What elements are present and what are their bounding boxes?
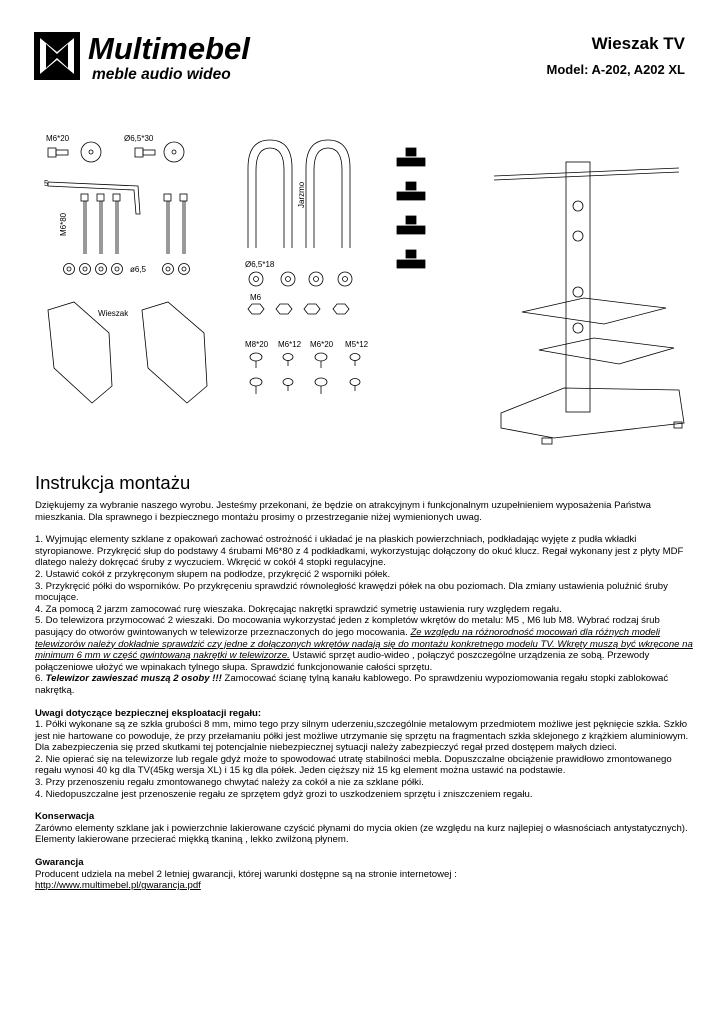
label-key-size: 5 bbox=[44, 179, 49, 188]
safety-item-3: 3. Przy przenoszeniu regału zmontowanego chwytać należy za cokół a nie za szklane półki. bbox=[35, 777, 424, 789]
long-bolt-icon bbox=[81, 194, 187, 254]
warranty-text: Producent udziela na mebel 2 letniej gwarancji, której warunki dostępne są na stronie internetowej : bbox=[35, 868, 457, 880]
washer-icon bbox=[81, 142, 101, 162]
label-washer-65: ø6,5 bbox=[130, 265, 147, 274]
hanger-bracket-icon bbox=[142, 302, 207, 403]
allen-key-icon bbox=[48, 182, 140, 214]
step-1: 1. Wyjmując elementy szklane z opakowań zachować ostrożność i układać je na płaskich powierzchniach, podkładając wyjęte z pudła wkładki styropianowe. Przykręcić słup do podstawy 4 śrubami M6*80 z 4 podkładkami, wykorzystując dołączony do okuć klucz. Regał wykonany jest z płyty MDF dlatego należy dokręcać śruby z wyczuciem. Wkręcić w cokół 4 stopki regulacyjne. bbox=[35, 534, 684, 569]
label-screw-m6x12: M6*12 bbox=[278, 340, 302, 349]
step-6 bbox=[35, 673, 695, 696]
small-washer-icon bbox=[64, 264, 190, 275]
label-hanger: Wieszak bbox=[98, 309, 129, 318]
logo-mark-icon bbox=[34, 32, 80, 80]
warranty-link[interactable]: http://www.multimebel.pl/gwarancja.pdf bbox=[35, 880, 201, 892]
safety-item-2: 2. Nie opierać się na telewizorze lub regale gdyż może to spowodować utratę stabilności mebla. Dopuszczalne obciążenie prawidłowo zmontowanego regału wynosi 40 kg dla TV(45kg wersja XL) i 15 kg dla półek. Jeden cięższy niż 15 kg element można ustawić na podstawie. bbox=[35, 753, 672, 777]
screw-icon bbox=[250, 353, 360, 394]
step-5-warning: Ze względu na różnorodność mocowań dla różnych modeli telewizorów należy dokładnie sprawdzić czy jedne z dołączonych wkrętów nadają się do montażu konkretnego modelu TV. Wkręty muszą być wkręcone na minimum 6 mm w część gwintowaną nakrętki w telewizorze. bbox=[35, 626, 693, 662]
washer-icon bbox=[164, 142, 184, 162]
u-bolt-icon bbox=[306, 140, 350, 248]
instructions-heading: Instrukcja montażu bbox=[35, 472, 191, 493]
safety-item-4: 4. Niedopuszczalne jest przenoszenie regału ze sprzętem gdyż grozi to uszkodzeniem sprzętu i zniszczeniem regału. bbox=[35, 788, 533, 800]
warranty-heading: Gwarancja bbox=[35, 857, 84, 869]
bolt-icon bbox=[135, 148, 155, 157]
safety-heading: Uwagi dotyczące bezpiecznej eksploatacji regału: bbox=[35, 707, 262, 719]
label-screw-m5x12: M5*12 bbox=[345, 340, 369, 349]
label-m6x20: M6*20 bbox=[46, 134, 70, 143]
label-washer-6518: Ø6,5*18 bbox=[245, 260, 275, 269]
label-washer-6530: Ø6,5*30 bbox=[124, 134, 154, 143]
label-m6x80: M6*80 bbox=[59, 212, 68, 236]
label-yoke: Jarzmo bbox=[297, 181, 306, 208]
multimebel-logo bbox=[34, 30, 284, 86]
care-text: Zarówno elementy szklane jak i powierzchnie lakierowane czyścić płynami do mycia okien (ze względu na kurz najlepiej o własnościach antystatycznych). Elementy lakierowane przecierać miękką tkaniną , lekko zwilżoną płynem. bbox=[35, 822, 688, 846]
step-4: 4. Za pomocą 2 jarzm zamocować rurę wieszaka. Dokręcając nakrętki sprawdzić symetrię ustawienia rury względem regału. bbox=[35, 603, 562, 615]
document-title: Wieszak TV bbox=[591, 34, 685, 53]
nut-icon bbox=[248, 304, 349, 314]
logo-tagline: meble audio wideo bbox=[92, 66, 231, 83]
step-6-warning: Telewizor zawieszać muszą 2 osoby !!! bbox=[45, 673, 222, 685]
step-3: 3. Przykręcić półki do wsporników. Po przykręceniu sprawdzić równoległość krawędzi półek na obu poziomach. Dla zmiany ustawienia poluźnić śruby mocujące. bbox=[35, 580, 668, 604]
parts-illustration bbox=[34, 128, 694, 458]
logo-name: Multimebel bbox=[88, 31, 250, 66]
care-heading: Konserwacja bbox=[35, 811, 95, 823]
step-5-continuation: Ustawić sprzęt audio-wideo , połączyć poszczególne urządzenia ze sobą. Przewody połączeniowe ułożyć we wpinakach tylnego słupa. Sprawdzić funkcjonowanie całości sprzętu. bbox=[35, 650, 650, 673]
washer-icon bbox=[249, 272, 352, 286]
step-2: 2. Ustawić cokół z przykręconym słupem na podłodze, przykręcić 2 wsporniki półek. bbox=[35, 568, 391, 580]
label-screw-m6x20: M6*20 bbox=[310, 340, 334, 349]
leveling-foot-icon bbox=[397, 148, 425, 268]
step-6-number: 6. bbox=[35, 673, 46, 685]
u-bolt-icon bbox=[248, 140, 292, 248]
model-number: Model: A-202, A202 XL bbox=[546, 62, 685, 77]
part-labels bbox=[44, 134, 369, 349]
intro-paragraph: Dziękujemy za wybranie naszego wyrobu. Jesteśmy przekonani, że będzie on atrakcyjnym i funkcjonalnym uzupełnieniem wyposażenia Państwa mieszkania. Dla sprawnego i bezpiecznego montażu prosimy o przestrzeganie niżej wymienionych uwag. bbox=[35, 500, 651, 523]
bolt-icon bbox=[48, 148, 68, 157]
step-6-text: Zamocować ścianę tylną kanału kablowego. Po sprawdzeniu wypoziomowania regału stopki zablokować nakrętką. bbox=[35, 673, 669, 696]
safety-item-1: 1. Półki wykonane są ze szkła grubości 8 mm, mimo tego przy silnym uderzeniu,szczególnie metalowym przedmiotem możliwe jest pęknięcie szkła. Szkło jest nie hartowane co powoduje, że przy przełamaniu półki jest możliwe utrzymanie się sprzętu na fragmentach szkła sklejonego z krążkiem aluminiowym. Dla zabezpieczenia się przed skutkami tej potencjalnie niebezpiecznej sytuacji należy zabezpieczyć regał przed dostępem małych dzieci. bbox=[35, 719, 689, 754]
step-5 bbox=[35, 615, 695, 673]
label-screw-m8x20: M8*20 bbox=[245, 340, 269, 349]
instructions-body bbox=[35, 500, 695, 892]
step-5-text: 5. Do telewizora przymocować 2 wieszaki. Do mocowania wykorzystać jeden z kompletów wkrętów do metalu: M5 , M6 lub M8. Wybrać rodzaj śrub pasujący do otworów gwintowanych w telewizorze przeznaczonych do jego mocowania. bbox=[35, 615, 660, 638]
label-nut-m6: M6 bbox=[250, 293, 262, 302]
assembled-stand-icon bbox=[494, 162, 684, 444]
